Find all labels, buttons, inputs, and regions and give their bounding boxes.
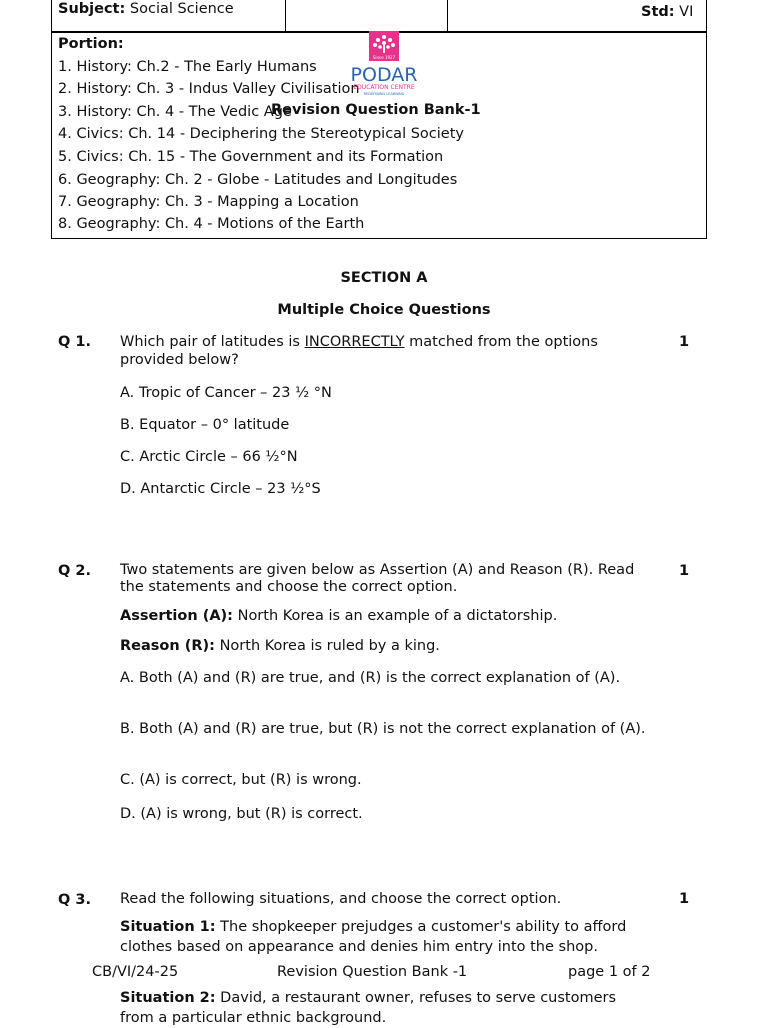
situation-2: Situation 2: David, a restaurant owner, refuses to serve customers from a particular ethnic background. [120, 990, 617, 1026]
question-marks: 1 [679, 891, 690, 907]
option: A. Tropic of Cancer – 23 ½ °N [120, 385, 332, 401]
section-title: SECTION A [340, 270, 428, 286]
cell-divider [447, 0, 448, 31]
svg-text:PODAR: PODAR [350, 64, 418, 86]
option: B. Equator – 0° latitude [120, 417, 290, 433]
assertion: Assertion (A): North Korea is an example of a dictatorship. [120, 608, 558, 624]
question-marks: 1 [679, 334, 690, 350]
podar-logo [347, 31, 421, 97]
document-title: Revision Question Bank-1 [271, 102, 481, 118]
option: B. Both (A) and (R) are true, but (R) is not the correct explanation of (A). [120, 721, 646, 737]
option: C. Arctic Circle – 66 ½°N [120, 449, 298, 465]
question-marks: 1 [679, 563, 690, 579]
portion-label: Portion: [58, 36, 124, 52]
situation-1: Situation 1: The shopkeeper prejudges a customer's ability to afford clothes based on appearance and denies him entry into the shop. [120, 919, 627, 955]
svg-text:REDEFINING LEARNING: REDEFINING LEARNING [363, 92, 405, 96]
svg-text:EDUCATION CENTRE: EDUCATION CENTRE [353, 84, 415, 91]
podar-logo-icon [347, 31, 421, 97]
portion-item: 8. Geography: Ch. 4 - Motions of the Earth [58, 216, 365, 232]
portion-item: 2. History: Ch. 3 - Indus Valley Civilisation [58, 81, 360, 97]
footer-title: Revision Question Bank -1 [277, 964, 468, 980]
std-field [641, 3, 693, 21]
option: D. (A) is wrong, but (R) is correct. [120, 806, 363, 822]
footer-page-number: page 1 of 2 [568, 964, 651, 980]
reason: Reason (R): North Korea is ruled by a king. [120, 638, 440, 654]
question-text: Which pair of latitudes is INCORRECTLY matched from the options provided below? [120, 334, 598, 369]
section-subtitle: Multiple Choice Questions [277, 302, 491, 318]
option: A. Both (A) and (R) are true, and (R) is the correct explanation of (A). [120, 670, 621, 686]
emphasis-underline: INCORRECTLY [304, 334, 405, 350]
cell-divider [285, 0, 286, 31]
footer-code: CB/VI/24-25 [92, 964, 179, 980]
std-label: Std: [641, 4, 675, 20]
subject-field [58, 0, 234, 18]
subject-label: Subject: [58, 1, 126, 17]
question-number: Q 1. [58, 334, 91, 350]
option: C. (A) is correct, but (R) is wrong. [120, 772, 362, 788]
question-text: Two statements are given below as Assertion (A) and Reason (R). Read the statements and choose the correct option. [120, 562, 635, 595]
portion-item: 1. History: Ch.2 - The Early Humans [58, 59, 317, 75]
portion-item: 7. Geography: Ch. 3 - Mapping a Location [58, 194, 359, 210]
portion-item: 6. Geography: Ch. 2 - Globe - Latitudes and Longitudes [58, 172, 458, 188]
svg-text:Since 1927: Since 1927 [372, 55, 396, 60]
question-number: Q 3. [58, 892, 91, 908]
portion-item: 3. History: Ch. 4 - The Vedic Age [58, 104, 292, 120]
question-number: Q 2. [58, 563, 91, 579]
question-text: Read the following situations, and choose the correct option. [120, 891, 562, 907]
portion-item: 4. Civics: Ch. 14 - Deciphering the Stereotypical Society [58, 126, 464, 142]
std-value: VI [679, 4, 694, 20]
subject-value: Social Science [129, 1, 234, 17]
portion-item: 5. Civics: Ch. 15 - The Government and its Formation [58, 149, 444, 165]
option: D. Antarctic Circle – 23 ½°S [120, 481, 321, 497]
